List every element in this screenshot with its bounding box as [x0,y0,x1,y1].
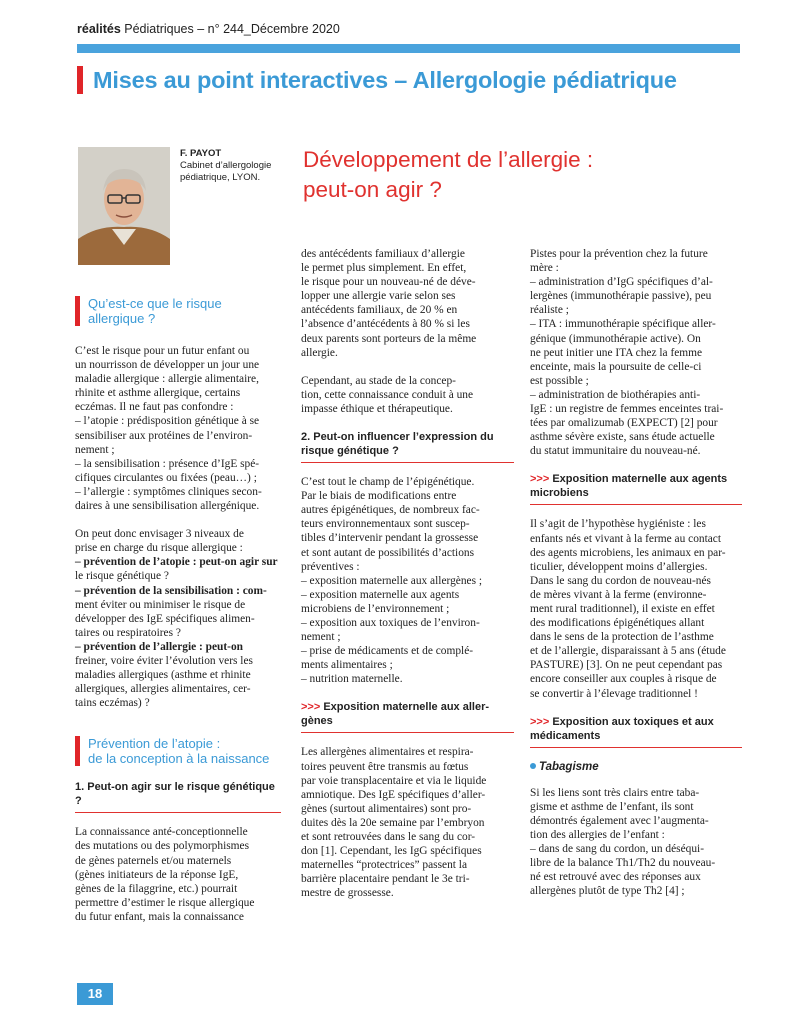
article-title-line-2: peut-on agir ? [303,177,442,202]
text-line: (gènes initiateurs de la réponse IgE, [75,868,239,881]
text-line: risque génétique ? [301,445,399,458]
column-2 [301,247,514,914]
text-line: – l’atopie : prédisposition génétique à se [75,415,260,428]
author-affiliation-line-2: pédiatrique, LYON. [180,172,261,183]
text-line: ments alimentaires ; [301,659,393,672]
text-line: maladies allergiques (asthme et rhinite [75,669,251,682]
text-line: Si les liens sont très clairs entre taba- [530,786,700,799]
text-line: 2. Peut-on influencer l’expression du [301,431,494,444]
text-line: est possible ; [530,374,589,387]
text-line: – prévention de la sensibilisation : com- [75,584,267,597]
text-line: ticulier, développent moins d’allergies. [530,560,708,573]
section-title: Mises au point interactives – Allergologie pédiatrique [93,66,677,93]
text-line: C’est tout le champ de l’épigénétique. [301,476,475,489]
paragraph [75,344,281,513]
text-line: réaliste ; [530,304,569,317]
text-line: médicaments [530,729,601,742]
box-heading-text [88,296,222,326]
text-line: barrière placentaire pendant le 3e tri- [301,873,470,886]
text-line: né est retrouvé avec des réponses aux [530,871,701,884]
box-heading-marker [75,736,80,766]
text-line: Exposition aux toxiques et aux [552,715,714,728]
paragraph [530,247,742,458]
text-line: duites dès la 20e semaine par l’embryon [301,816,485,829]
subheading-epigenetics [301,430,514,463]
text-line: allergique ? [88,311,156,326]
author-name: F. PAYOT [180,148,222,159]
text-line: – dans de sang du cordon, un déséqui- [530,843,704,856]
text-line: nement ; [75,443,115,456]
text-line: eczémas. Il ne faut pas confondre : [75,401,234,414]
text-line: IgE : un registre de femmes enceintes trai- [530,403,724,416]
text-line: nement ; [301,631,341,644]
text-line: tibles d’intervenir pendant la grossesse [301,532,479,545]
text-line: allergiques, allergies alimentaires, cer- [75,683,251,696]
text-line: Dans le sang du cordon de nouveau-nés [530,574,711,587]
text-line: des antécédents familiaux d’allergie [301,248,465,260]
text-line: de la conception à la naissance [88,751,270,767]
paragraph [301,475,514,686]
text-line: – administration d’IgG spécifiques d’al- [530,276,713,289]
text-line: allergie. [301,346,338,359]
text-line: Cependant, au stade de la concep- [301,374,456,387]
text-line: – exposition maternelle aux agents [301,588,460,601]
text-line: préventives : [301,560,360,573]
author-block [180,148,271,184]
box-heading-prevention [75,736,281,766]
paragraph [301,374,514,416]
bullet-heading-text: Tabagisme [539,760,599,773]
text-line: libre de la balance Th1/Th2 du nouveau- [530,857,716,870]
text-line: amniotique. Des IgE spécifiques d’aller- [301,788,486,801]
text-line: – prévention de l’atopie : peut-on agir sur [75,556,278,569]
text-line: – administration de biothérapies anti- [530,388,701,401]
text-line: ne peut initier une ITA chez la femme [530,346,703,359]
paragraph [75,527,281,710]
subheading-toxic-exposure [530,715,742,748]
text-line: gènes (surtout alimentaires) sont pro- [301,802,472,815]
subheading-microbial-exposure [530,472,742,505]
author-photo [78,147,170,265]
text-line: lopper une allergie varie selon ses [301,290,456,303]
text-line: enceinte, mais la poursuite de celle-ci [530,360,702,373]
text-line: – prise de médicaments et de complé- [301,645,474,658]
text-line: toires peuvent être transmis au fœtus [301,760,469,773]
text-line: tées par omalizumab (EXPECT) [2] pour [530,417,718,430]
paragraph [301,247,514,360]
text-line: Prévention de l’atopie : [88,736,221,752]
text-line: mestre de grossesse. [301,887,394,900]
text-line: ment éviter ou minimiser le risque de [75,598,246,611]
text-line: antécédents familiaux, de 20 % en [301,304,458,317]
text-line: gènes [301,715,333,728]
text-line: microbiens de l’environnement ; [301,602,450,615]
text-line: tains eczémas) ? [75,697,150,710]
text-line: lergènes (immunothérapie passive), peu [530,290,712,303]
text-line: C’est le risque pour un futur enfant ou [75,345,250,357]
text-line: cifiques circulantes ou fixées (peau…) ; [75,471,257,484]
arrows-marker: >>> [530,473,550,486]
text-line: Par le biais de modifications entre [301,490,457,503]
text-line: PASTURE) [3]. On ne peut cependant pas [530,659,723,672]
text-line: gisme et asthme de l’enfant, ils sont [530,800,694,813]
text-line: tion des allergies de l’enfant : [530,829,665,841]
text-line: Il s’agit de l’hypothèse hygiéniste : les [530,518,706,531]
arrows-marker: >>> [301,701,321,714]
text-line: Qu’est-ce que le risque [88,296,222,311]
subheading-genetic-risk: 1. Peut-on agir sur le risque génétique ? [75,780,281,813]
issue-info: Pédiatriques – n° 244_Décembre 2020 [120,22,340,36]
text-line: sensibiliser aux protéines de l’environ- [75,429,253,442]
text-line: asthme sévère existe, sans étude actuelle [530,431,715,444]
text-line: – exposition aux toxiques de l’environ- [301,616,480,629]
text-line: mère : [530,262,559,275]
paragraph [301,745,514,900]
text-line: le permet plus simplement. En effet, [301,262,467,275]
text-line: – prévention de l’allergie : peut-on [75,640,243,653]
text-line: taires ou respiratoires ? [75,626,181,639]
text-line: un nourrisson de développer un jour une [75,359,260,372]
text-line: La connaissance anté-conceptionnelle [75,826,248,839]
text-line: du statut immunitaire du nouveau-né. [530,445,701,458]
text-line: Exposition maternelle aux agents [552,473,728,486]
author-portrait-image [78,147,170,265]
page-number: 18 [77,983,113,1005]
text-line: allergènes plutôt de type Th2 [4] ; [530,885,685,898]
article-title [303,145,743,205]
text-line: génique (immunothérapie active). On [530,332,701,345]
column-3 [530,247,742,912]
text-line: impasse éthique et thérapeutique. [301,402,453,415]
text-line: maladie allergique : allergie alimentaire, [75,373,259,386]
text-line: démontrés également avec l’augmenta- [530,814,709,827]
text-line: le risque génétique ? [75,570,169,583]
arrows-marker: >>> [530,715,550,728]
text-line: daires à une sensibilisation allergénique. [75,500,260,513]
text-line: maternelles “protectrices” passent la [301,859,468,872]
column-1 [75,296,281,938]
author-affiliation-line-1: Cabinet d’allergologie [180,160,272,171]
text-line: et sont retrouvées dans le sang du cor- [301,831,476,843]
text-line: gènes de la filaggrine, etc.) pourrait [75,882,238,895]
text-line: microbiens [530,487,589,500]
top-rule [77,44,740,53]
box-heading-risk [75,296,281,326]
text-line: développer des IgE spécifiques alimen- [75,612,255,625]
text-line: Les allergènes alimentaires et respira- [301,746,474,759]
text-line: don [1]. Cependant, les IgG spécifiques [301,845,482,858]
text-line: Pistes pour la prévention chez la future [530,248,708,260]
section-marker [77,66,83,94]
text-line: des mutations ou des polymorphismes [75,840,250,853]
subheading-allergen-exposure [301,700,514,733]
text-line: prise en charge du risque allergique : [75,542,243,555]
text-line: teurs environnementaux sont suscep- [301,518,470,531]
text-line: et de l’allergie, disparaissant à 5 ans (étude [530,645,726,658]
text-line: du futur enfant, mais la connaissance [75,910,244,923]
text-line: le risque pour un nouveau-né de déve- [301,276,476,289]
text-line: se convertir à l’élevage traditionnel ! [530,687,698,700]
text-line: de mères vivant à la ferme (environne- [530,588,707,601]
article-title-line-1: Développement de l’allergie : [303,147,594,172]
text-line: et sont autant de possibilités d’actions [301,546,475,559]
text-line: autres épigénétiques, de nombreux fac- [301,504,480,517]
text-line: tion, cette connaissance conduit à une [301,388,474,401]
text-line: par voie transplacentaire et via le liquide [301,774,487,787]
text-line: freiner, voire éviter l’évolution vers les [75,654,253,667]
text-line: l’absence d’antécédents à 80 % si les [301,318,470,331]
text-line: deux parents sont porteurs de la même [301,332,477,345]
bullet-dot-icon [530,763,536,769]
text-line: des agents microbiens, les animaux en par- [530,546,726,559]
text-line: – exposition maternelle aux allergènes ; [301,574,483,587]
text-line: rhinite et asthme allergique, certains [75,387,241,400]
text-line: permettre d’estimer le risque allergique [75,896,255,909]
text-line: On peut donc envisager 3 niveaux de [75,528,244,541]
text-line: ment rural traditionnel), il existe en effet [530,602,715,615]
text-line: – la sensibilisation : présence d’IgE spé- [75,457,260,470]
paragraph [75,825,281,924]
running-head [77,22,340,36]
text-line: – ITA : immunothérapie spécifique aller- [530,318,716,331]
text-line: des modifications épigénétiques allant [530,617,705,630]
text-line: de gènes paternels et/ou maternels [75,854,232,867]
text-line: Exposition maternelle aux aller- [323,701,490,714]
text-line: encore conseiller aux couples à risque de [530,673,717,686]
journal-name: réalités [77,22,121,36]
text-line: enfants nés et vivant à la ferme au contact [530,532,722,545]
text-line: dans le sens de la protection de l’asthme [530,631,714,644]
box-heading-text [88,736,269,766]
paragraph [530,517,742,700]
bullet-heading-tabagisme [530,760,742,774]
box-heading-marker [75,296,80,326]
text-line: – nutrition maternelle. [301,673,403,686]
section-header [77,66,757,94]
paragraph [530,786,742,899]
text-line: – l’allergie : symptômes cliniques secon- [75,485,262,498]
